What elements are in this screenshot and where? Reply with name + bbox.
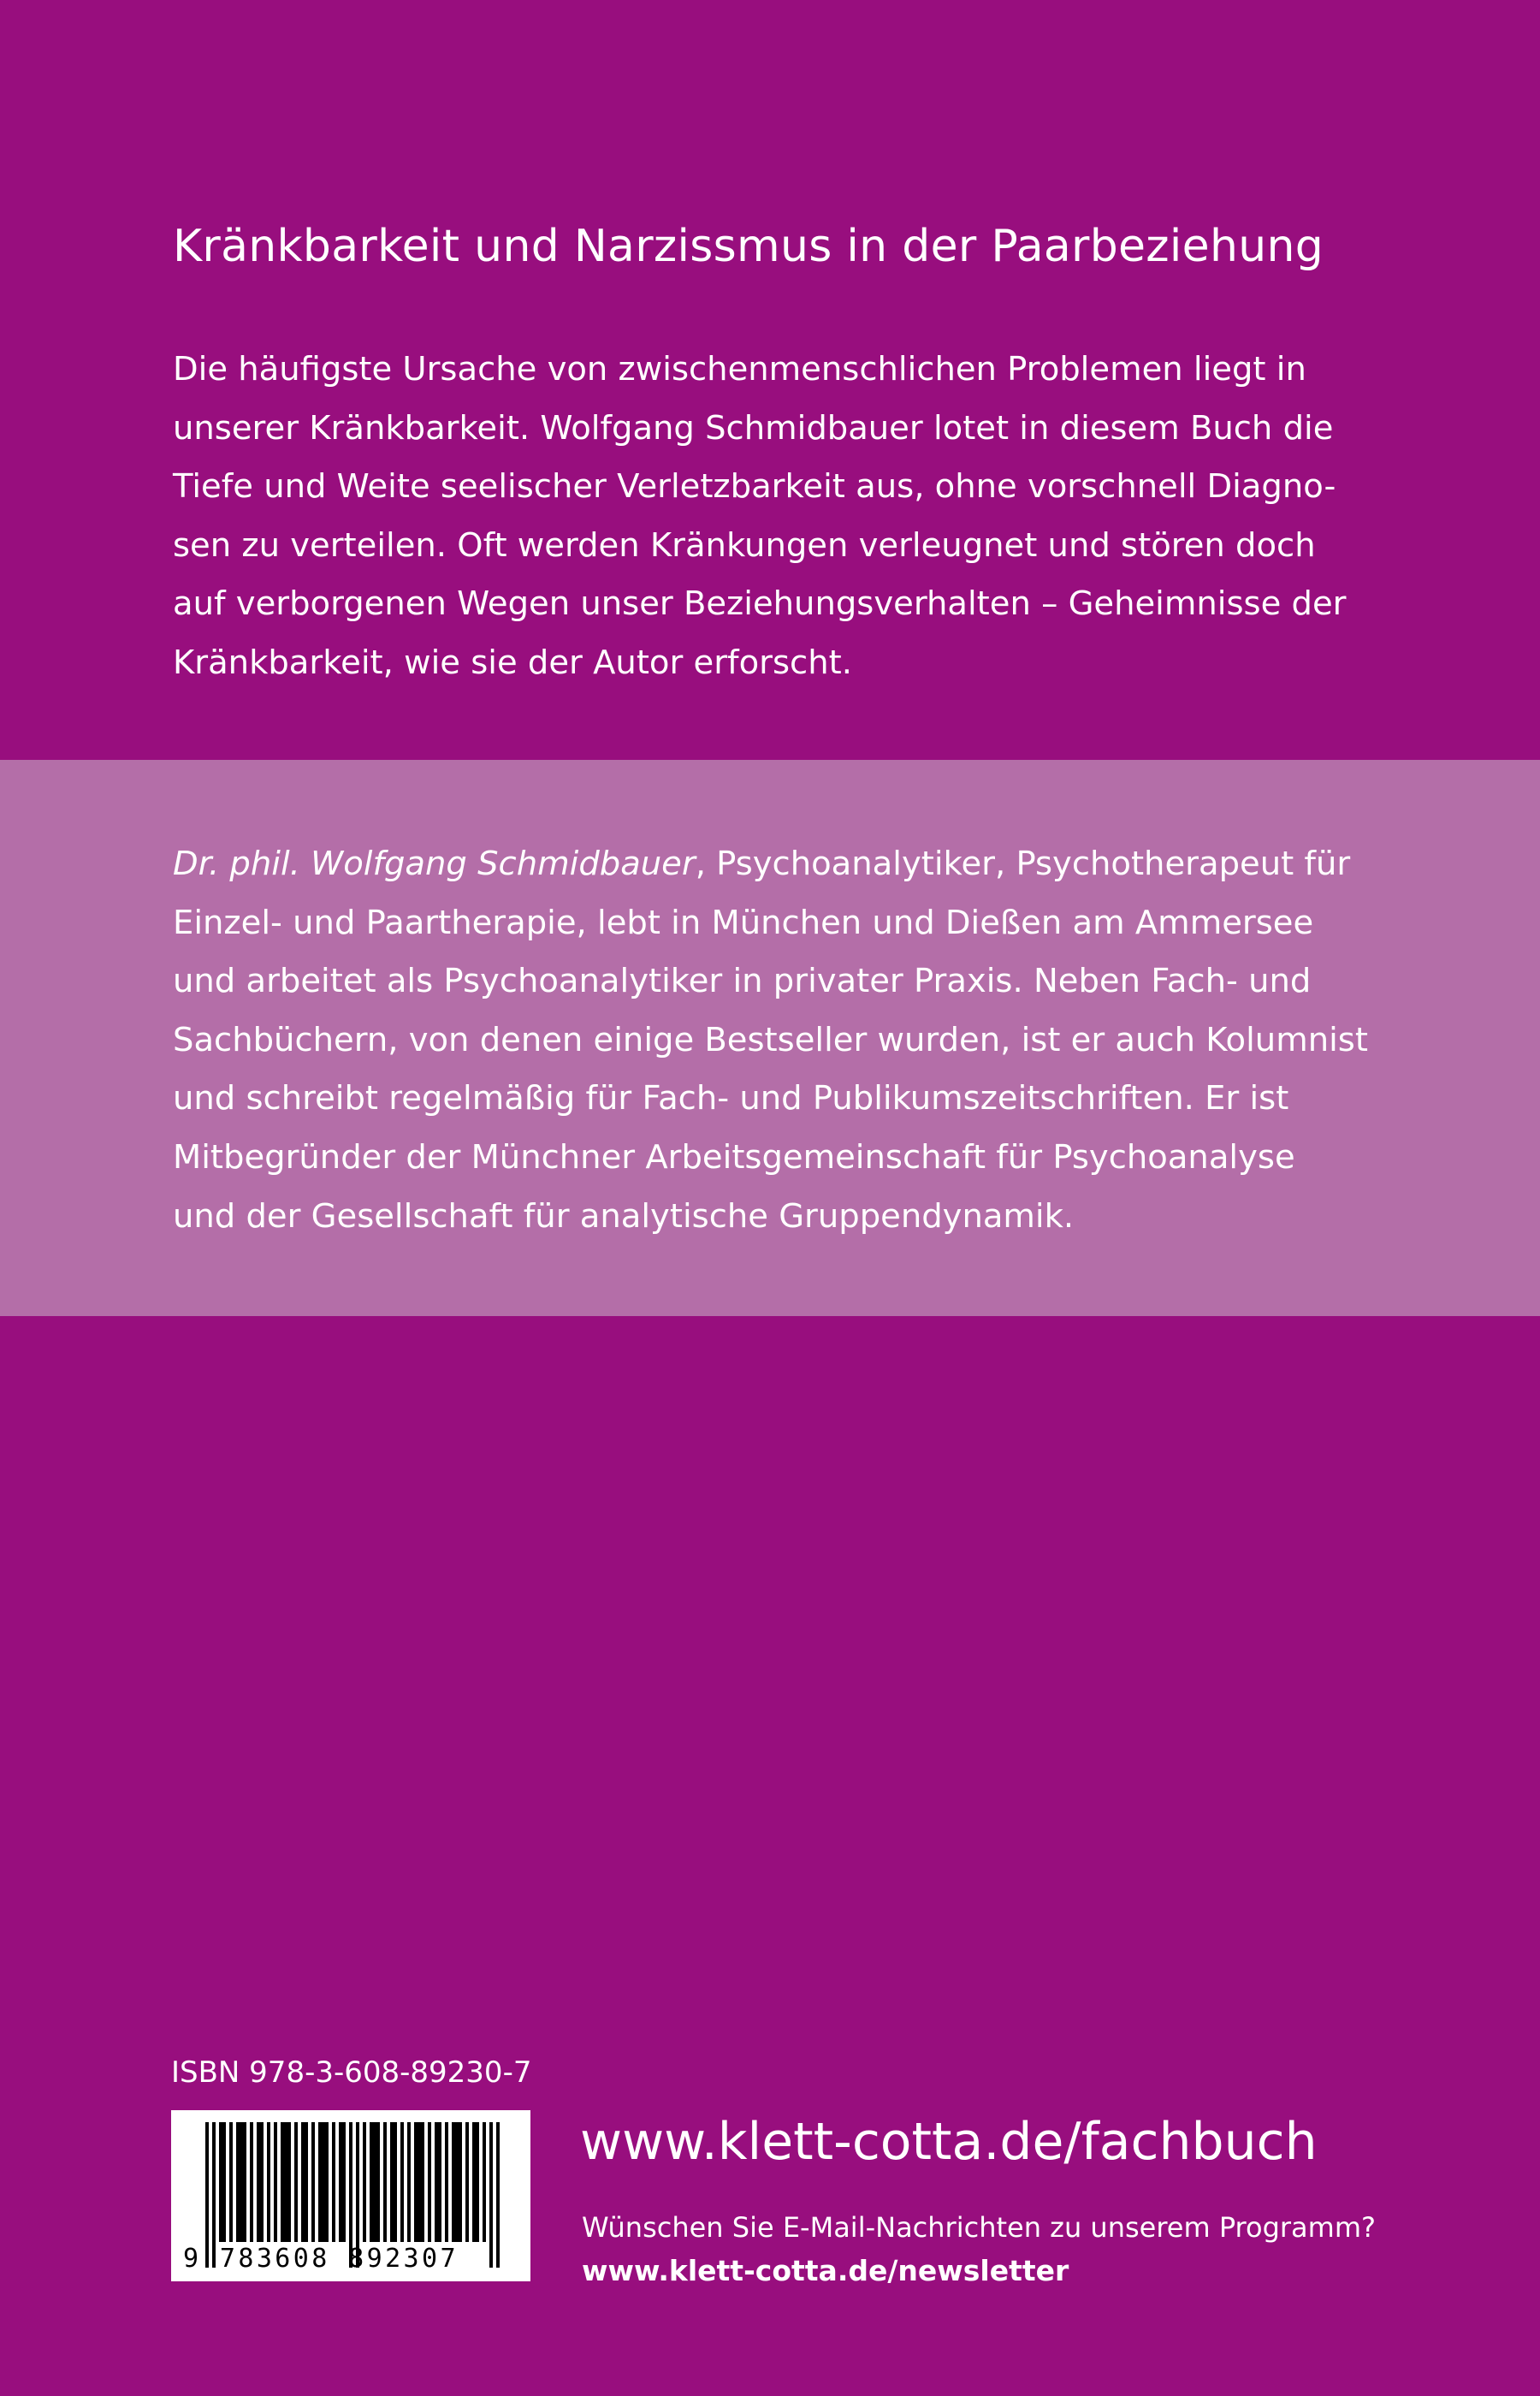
- description-line: Die häufigste Ursache von zwischenmenschlichen Problemen liegt in: [173, 350, 1306, 388]
- author-bio-line: Sachbüchern, von denen einige Bestseller wurden, ist er auch Kolumnist: [173, 1020, 1368, 1059]
- barcode: [171, 2110, 530, 2281]
- barcode-digits: 9 783608 892307: [183, 2244, 459, 2274]
- isbn-label: ISBN 978-3-608-89230-7: [171, 2055, 532, 2090]
- author-bio-line: und der Gesellschaft für analytische Gruppendynamik.: [173, 1196, 1075, 1236]
- description: [173, 341, 1405, 693]
- author-name: Dr. phil. Wolfgang Schmidbauer: [173, 845, 696, 883]
- author-bio-line: [173, 835, 1405, 894]
- description-line: sen zu verteilen. Oft werden Kränkungen verleugnet und stören doch: [173, 525, 1316, 565]
- author-bio: [173, 835, 1405, 1246]
- author-bio-line: Mitbegründer der Münchner Arbeitsgemeinschaft für Psychoanalyse: [173, 1137, 1295, 1177]
- publisher-url[interactable]: www.klett-cotta.de/fachbuch: [580, 2112, 1318, 2172]
- author-bio-first-line-rest: , Psychoanalytiker, Psychotherapeut für: [695, 845, 1351, 883]
- title: Kränkbarkeit und Narzissmus in der Paarbeziehung: [173, 221, 1324, 272]
- author-bio-line: und arbeitet als Psychoanalytiker in privater Praxis. Neben Fach- und: [173, 962, 1312, 1001]
- newsletter-question: Wünschen Sie E-Mail-Nachrichten zu unserem Programm?: [582, 2211, 1376, 2244]
- description-line: Tiefe und Weite seelischer Verletzbarkeit aus, ohne vorschnell Diagno-: [173, 467, 1336, 507]
- description-line: unserer Kränkbarkeit. Wolfgang Schmidbauer lotet in diesem Buch die: [173, 408, 1334, 448]
- description-line: Kränkbarkeit, wie sie der Autor erforscht.: [173, 643, 852, 682]
- author-bio-line: und schreibt regelmäßig für Fach- und Publikumszeitschriften. Er ist: [173, 1079, 1289, 1118]
- author-bio-line: Einzel- und Paartherapie, lebt in München und Dießen am Ammersee: [173, 903, 1314, 942]
- description-line: auf verborgenen Wegen unser Beziehungsverhalten – Geheimnisse der: [173, 584, 1347, 624]
- newsletter-link[interactable]: www.klett-cotta.de/newsletter: [582, 2254, 1069, 2287]
